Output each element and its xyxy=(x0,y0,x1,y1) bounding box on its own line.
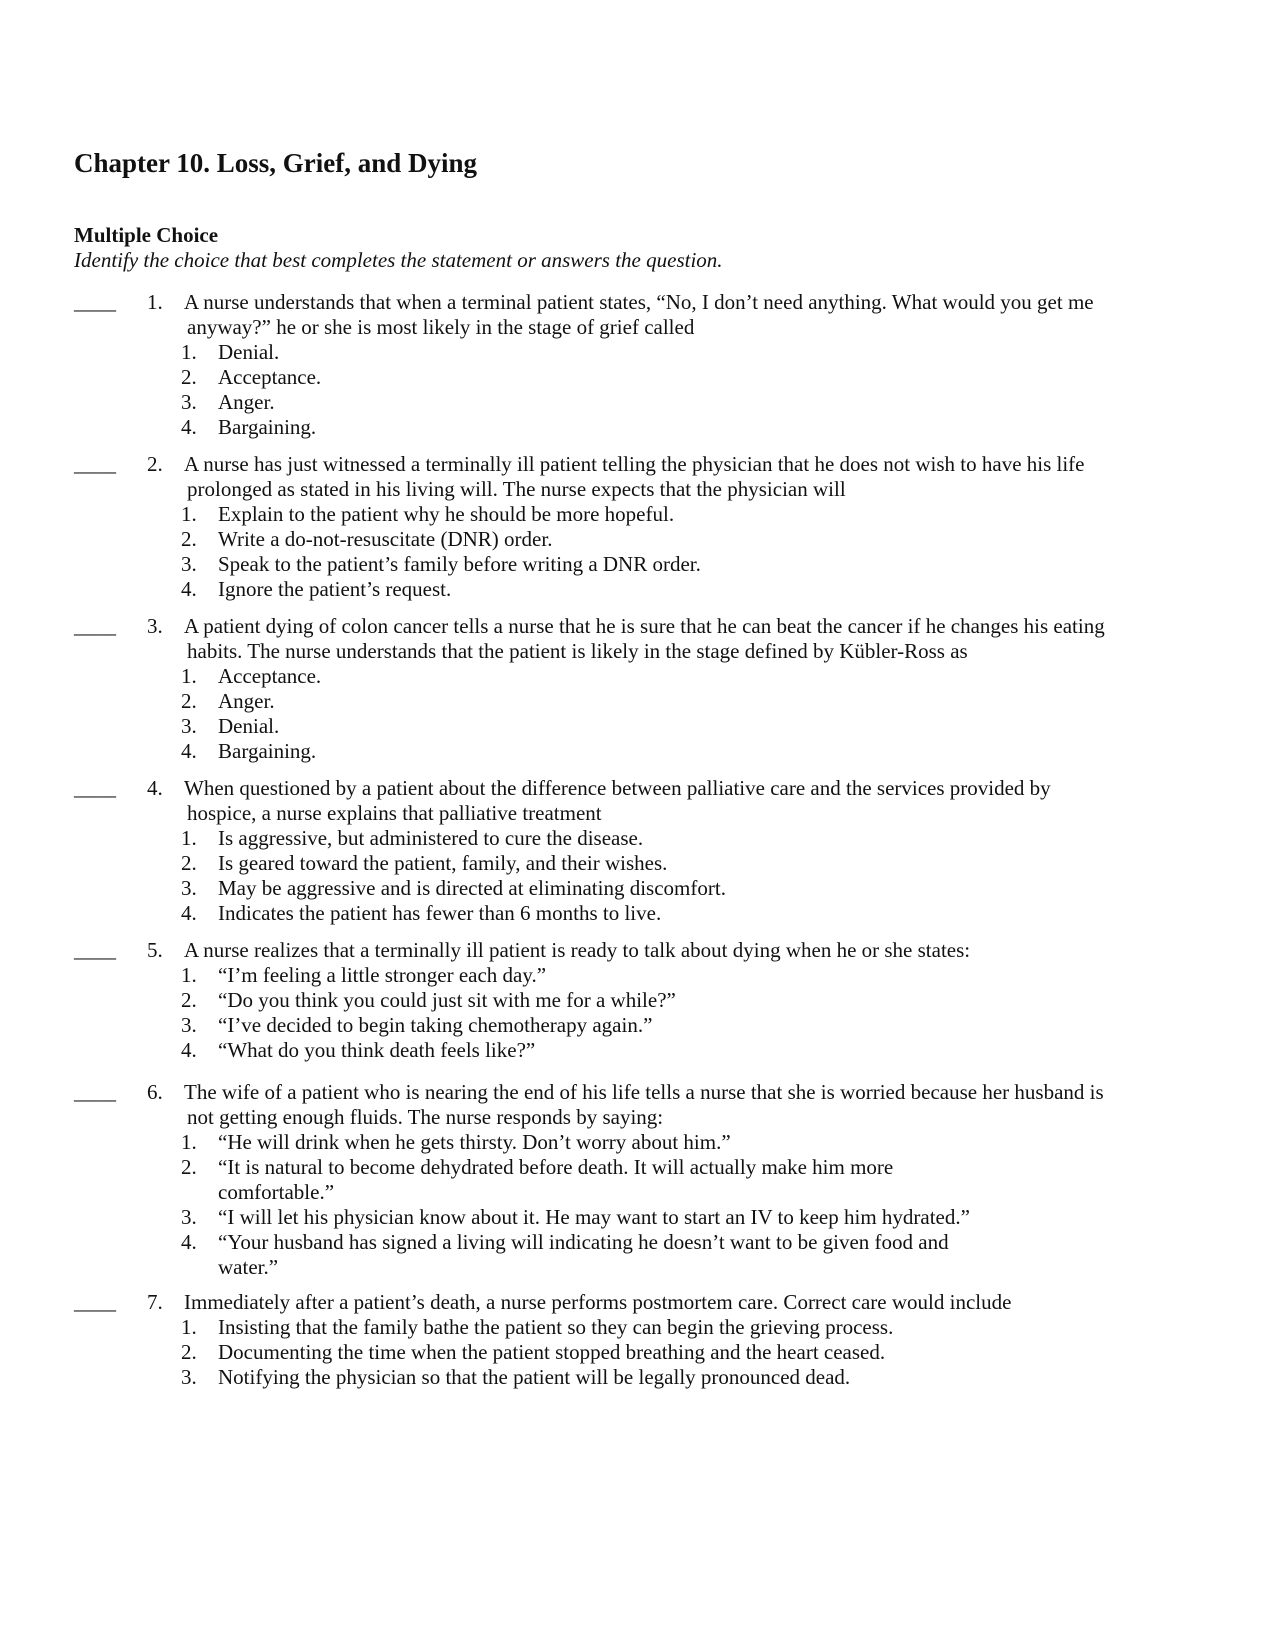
choice-number: 3. xyxy=(181,876,197,900)
section-heading: Multiple Choice xyxy=(74,223,219,247)
question-number: 5. xyxy=(147,938,163,962)
question-stem: Immediately after a patient’s death, a nurse performs postmortem care. Correct care would include xyxy=(184,1290,1012,1314)
choice-text: “I will let his physician know about it. He may want to start an IV to keep him hydrated.” xyxy=(218,1205,970,1229)
question-number: 6. xyxy=(147,1080,163,1104)
question-stem: anyway?” he or she is most likely in the stage of grief called xyxy=(187,315,695,339)
chapter-title: Chapter 10. Loss, Grief, and Dying xyxy=(74,148,478,178)
question-number: 1. xyxy=(147,290,163,314)
choice-number: 1. xyxy=(181,1130,197,1154)
choice-text: Denial. xyxy=(218,340,280,364)
choice-number: 1. xyxy=(181,826,197,850)
question-number: 7. xyxy=(147,1290,163,1314)
choice-number: 3. xyxy=(181,1013,197,1037)
question-number: 3. xyxy=(147,614,163,638)
choice-number: 2. xyxy=(181,1155,197,1179)
choice-number: 1. xyxy=(181,1315,197,1339)
choice-number: 4. xyxy=(181,901,197,925)
choice-text: Bargaining. xyxy=(218,415,317,439)
question-stem: The wife of a patient who is nearing the end of his life tells a nurse that she is worried because her husband is xyxy=(184,1080,1104,1104)
choice-text: “I’ve decided to begin taking chemotherapy again.” xyxy=(218,1013,653,1037)
choice-text: Anger. xyxy=(218,689,275,713)
choice-text: “It is natural to become dehydrated before death. It will actually make him more xyxy=(218,1155,894,1179)
choice-text: Insisting that the family bathe the patient so they can begin the grieving process. xyxy=(218,1315,894,1339)
choice-number: 2. xyxy=(181,527,197,551)
question-stem: prolonged as stated in his living will. The nurse expects that the physician will xyxy=(187,477,846,501)
choice-text: Explain to the patient why he should be more hopeful. xyxy=(218,502,675,526)
choice-number: 2. xyxy=(181,689,197,713)
choice-text: Ignore the patient’s request. xyxy=(218,577,452,601)
answer-blank[interactable]: ____ xyxy=(74,776,116,800)
choice-number: 2. xyxy=(181,365,197,389)
choice-text: “Do you think you could just sit with me for a while?” xyxy=(218,988,676,1012)
choice-number: 1. xyxy=(181,502,197,526)
choice-text: Anger. xyxy=(218,390,275,414)
choice-number: 1. xyxy=(181,963,197,987)
choice-number: 3. xyxy=(181,1205,197,1229)
question-stem: When questioned by a patient about the difference between palliative care and the services provided by xyxy=(184,776,1051,800)
answer-blank[interactable]: ____ xyxy=(74,290,116,314)
choice-text: “What do you think death feels like?” xyxy=(218,1038,536,1062)
choice-number: 2. xyxy=(181,988,197,1012)
question-number: 4. xyxy=(147,776,163,800)
choice-text: “Your husband has signed a living will indicating he doesn’t want to be given food and xyxy=(218,1230,949,1254)
choice-text: water.” xyxy=(218,1255,279,1279)
choice-number: 4. xyxy=(181,1230,197,1254)
question-stem: A patient dying of colon cancer tells a nurse that he is sure that he can beat the cancer if he changes his eating xyxy=(184,614,1105,638)
answer-blank[interactable]: ____ xyxy=(74,1080,116,1104)
question-stem: A nurse understands that when a terminal patient states, “No, I don’t need anything. What would you get me xyxy=(184,290,1094,314)
question-stem: A nurse realizes that a terminally ill patient is ready to talk about dying when he or she states: xyxy=(184,938,971,962)
choice-text: Is aggressive, but administered to cure the disease. xyxy=(218,826,644,850)
answer-blank[interactable]: ____ xyxy=(74,614,116,638)
choice-text: Bargaining. xyxy=(218,739,317,763)
choice-text: Acceptance. xyxy=(218,664,322,688)
question-stem: A nurse has just witnessed a terminally ill patient telling the physician that he does not wish to have his life xyxy=(184,452,1085,476)
choice-text: Documenting the time when the patient stopped breathing and the heart ceased. xyxy=(218,1340,886,1364)
answer-blank[interactable]: ____ xyxy=(74,452,116,476)
choice-number: 2. xyxy=(181,1340,197,1364)
choice-number: 2. xyxy=(181,851,197,875)
choice-number: 4. xyxy=(181,415,197,439)
choice-text: Speak to the patient’s family before writing a DNR order. xyxy=(218,552,701,576)
question-stem: not getting enough fluids. The nurse responds by saying: xyxy=(187,1105,664,1129)
choice-number: 3. xyxy=(181,1365,197,1389)
choice-number: 3. xyxy=(181,390,197,414)
choice-text: Write a do-not-resuscitate (DNR) order. xyxy=(218,527,553,551)
choice-number: 1. xyxy=(181,340,197,364)
answer-blank[interactable]: ____ xyxy=(74,938,116,962)
answer-blank[interactable]: ____ xyxy=(74,1290,116,1314)
question-number: 2. xyxy=(147,452,163,476)
choice-text: Acceptance. xyxy=(218,365,322,389)
choice-text: “I’m feeling a little stronger each day.” xyxy=(218,963,547,987)
choice-text: comfortable.” xyxy=(218,1180,335,1204)
choice-number: 4. xyxy=(181,739,197,763)
choice-text: Indicates the patient has fewer than 6 months to live. xyxy=(218,901,662,925)
choice-number: 4. xyxy=(181,1038,197,1062)
choice-number: 1. xyxy=(181,664,197,688)
choice-text: Notifying the physician so that the patient will be legally pronounced dead. xyxy=(218,1365,851,1389)
choice-number: 4. xyxy=(181,577,197,601)
choice-number: 3. xyxy=(181,714,197,738)
instructions: Identify the choice that best completes the statement or answers the question. xyxy=(74,248,723,272)
question-stem: hospice, a nurse explains that palliative treatment xyxy=(187,801,602,825)
choice-number: 3. xyxy=(181,552,197,576)
question-stem: habits. The nurse understands that the patient is likely in the stage defined by Kübler-Ross as xyxy=(187,639,968,663)
choice-text: Is geared toward the patient, family, and their wishes. xyxy=(218,851,668,875)
choice-text: May be aggressive and is directed at eliminating discomfort. xyxy=(218,876,726,900)
choice-text: Denial. xyxy=(218,714,280,738)
choice-text: “He will drink when he gets thirsty. Don’t worry about him.” xyxy=(218,1130,731,1154)
